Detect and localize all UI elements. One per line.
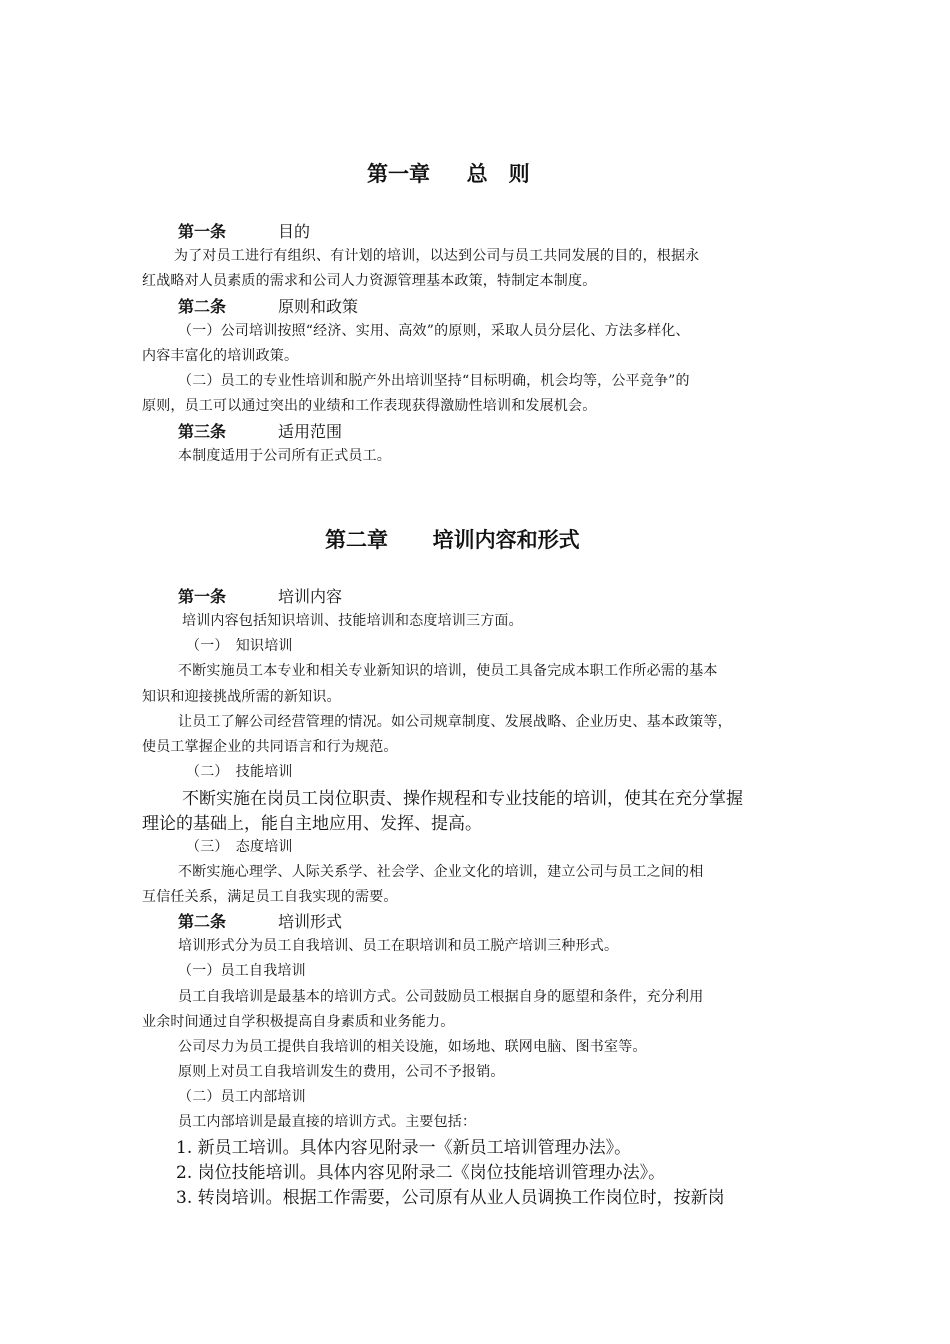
article-number: 第二条 [178,912,227,931]
paragraph-line: 互信任关系，满足员工自我实现的需要。 [142,889,398,905]
article-title: 培训形式 [278,912,343,931]
chapter-2-title: 培训内容和形式 [432,528,580,552]
paragraph-line: 不断实施心理学、人际关系学、社会学、企业文化的培训，建立公司与员工之间的相 [178,864,704,880]
subsection-heading: （三） 态度培训 [186,839,293,855]
chapter-2-heading [325,524,580,554]
article-number: 第二条 [178,297,227,316]
subsection-heading: （一）员工自我培训 [178,963,306,979]
paragraph-line: 员工自我培训是最基本的培训方式。公司鼓励员工根据自身的愿望和条件，充分利用 [178,989,704,1005]
paragraph-line: 原则，员工可以通过突出的业绩和工作表现获得激励性培训和发展机会。 [142,398,597,414]
article-title: 培训内容 [278,587,343,606]
paragraph-line: 本制度适用于公司所有正式员工。 [178,448,391,464]
list-item: 2. 岗位技能培训。具体内容见附录二《岗位技能培训管理办法》。 [176,1163,666,1183]
paragraph-line: 原则上对员工自我培训发生的费用，公司不予报销。 [178,1064,505,1080]
chapter-1-heading [367,158,530,188]
paragraph-line: 红战略对人员素质的需求和公司人力资源管理基本政策，特制定本制度。 [142,273,597,289]
paragraph-line: 知识和迎接挑战所需的新知识。 [142,689,341,705]
article-title: 原则和政策 [278,297,359,316]
chapter-1-number: 第一章 [367,162,430,186]
paragraph-line: 让员工了解公司经营管理的情况。如公司规章制度、发展战略、企业历史、基本政策等， [178,714,732,730]
list-item: 3. 转岗培训。根据工作需要，公司原有从业人员调换工作岗位时，按新岗 [176,1188,725,1208]
article-title: 适用范围 [278,422,343,441]
paragraph-line: 内容丰富化的培训政策。 [142,348,299,364]
paragraph-line: 理论的基础上，能自主地应用、发挥、提高。 [142,814,482,834]
paragraph-line: 不断实施员工本专业和相关专业新知识的培训，使员工具备完成本职工作所必需的基本 [178,663,718,679]
subsection-heading: （一） 知识培训 [186,638,293,654]
paragraph-line: 培训内容包括知识培训、技能培训和态度培训三方面。 [182,613,523,629]
subsection-heading: （二） 技能培训 [186,764,293,780]
article-title: 目的 [278,222,311,241]
paragraph-line: 员工内部培训是最直接的培训方式。主要包括： [178,1114,477,1130]
paragraph-line: 培训形式分为员工自我培训、员工在职培训和员工脱产培训三种形式。 [178,938,619,954]
paragraph-line: 业余时间通过自学积极提高自身素质和业务能力。 [142,1014,455,1030]
paragraph-line: （二）员工的专业性培训和脱产外出培训坚持“目标明确，机会均等，公平竞争”的 [178,373,690,389]
chapter-1-title: 总 则 [466,162,530,186]
list-item: 1. 新员工培训。具体内容见附录一《新员工培训管理办法》。 [176,1138,632,1158]
article-number: 第一条 [178,587,227,606]
paragraph-line: （一）公司培训按照“经济、实用、高效”的原则，采取人员分层化、方法多样化、 [178,323,690,339]
article-number: 第三条 [178,422,227,441]
paragraph-line: 公司尽力为员工提供自我培训的相关设施，如场地、联网电脑、图书室等。 [178,1039,647,1055]
paragraph-line: 为了对员工进行有组织、有计划的培训，以达到公司与员工共同发展的目的，根据永 [174,248,700,264]
paragraph-line: 不断实施在岗员工岗位职责、操作规程和专业技能的培训，使其在充分掌握 [182,789,743,809]
article-number: 第一条 [178,222,227,241]
paragraph-line: 使员工掌握企业的共同语言和行为规范。 [142,739,398,755]
subsection-heading: （二）员工内部培训 [178,1089,306,1105]
chapter-2-number: 第二章 [325,528,388,552]
